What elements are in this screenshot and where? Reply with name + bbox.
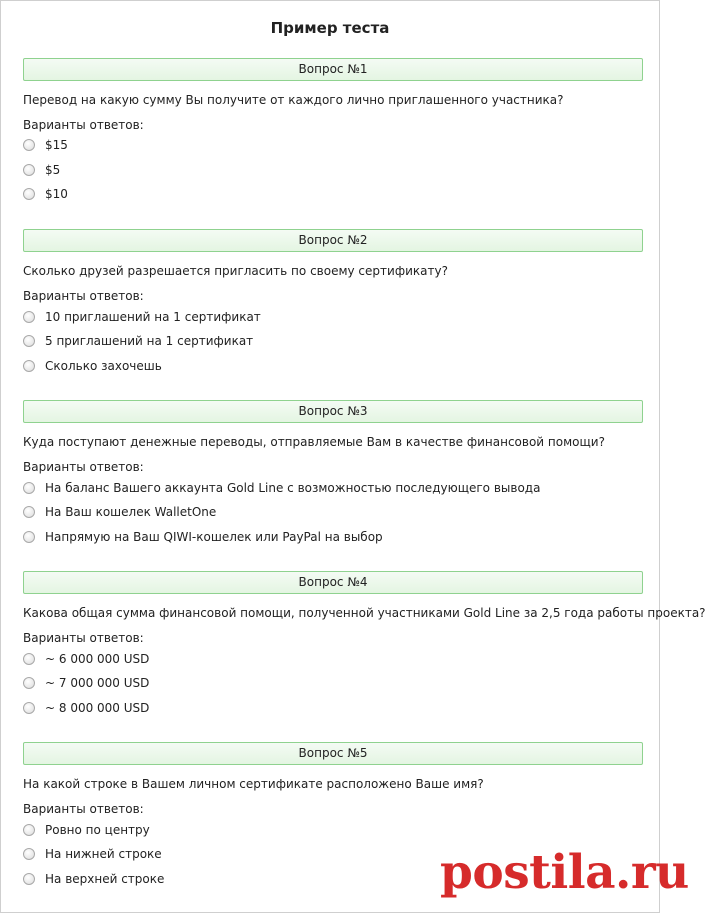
question-4-option-1[interactable]	[23, 651, 149, 667]
radio-button[interactable]	[23, 531, 35, 543]
radio-button[interactable]	[23, 506, 35, 518]
option-label: 5 приглашений на 1 сертификат	[45, 334, 254, 348]
question-1-header: Вопрос №1	[23, 58, 643, 81]
question-2-header: Вопрос №2	[23, 229, 643, 252]
question-4-header: Вопрос №4	[23, 571, 643, 594]
option-label: На верхней строке	[45, 872, 165, 886]
question-2-text: Сколько друзей разрешается пригласить по своему сертификату?	[23, 264, 448, 278]
radio-button[interactable]	[23, 702, 35, 714]
question-2-option-1[interactable]	[23, 309, 261, 325]
option-label: $5	[45, 163, 61, 177]
question-3-option-1[interactable]	[23, 480, 540, 496]
question-2-answers-label: Варианты ответов:	[23, 289, 144, 303]
question-1-answers-label: Варианты ответов:	[23, 118, 144, 132]
question-1-option-3[interactable]	[23, 186, 68, 202]
question-3-answers-label: Варианты ответов:	[23, 460, 144, 474]
radio-button[interactable]	[23, 164, 35, 176]
option-label: На нижней строке	[45, 847, 162, 861]
option-label: Ровно по центру	[45, 823, 150, 837]
radio-button[interactable]	[23, 677, 35, 689]
radio-button[interactable]	[23, 824, 35, 836]
question-5-header: Вопрос №5	[23, 742, 643, 765]
option-label: ~ 8 000 000 USD	[45, 701, 150, 715]
radio-button[interactable]	[23, 311, 35, 323]
option-label: ~ 7 000 000 USD	[45, 676, 150, 690]
question-5-option-3[interactable]	[23, 871, 164, 887]
radio-button[interactable]	[23, 188, 35, 200]
option-label: На баланс Вашего аккаунта Gold Line с возможностью последующего вывода	[45, 481, 541, 495]
question-5-option-2[interactable]	[23, 846, 162, 862]
question-1-option-1[interactable]	[23, 137, 68, 153]
question-3-option-2[interactable]	[23, 504, 216, 520]
postila-watermark: postila.ru	[440, 845, 689, 900]
option-label: $10	[45, 187, 68, 201]
radio-button[interactable]	[23, 335, 35, 347]
radio-button[interactable]	[23, 360, 35, 372]
option-label: ~ 6 000 000 USD	[45, 652, 150, 666]
question-5-text: На какой строке в Вашем личном сертификате расположено Ваше имя?	[23, 777, 484, 791]
question-4-text: Какова общая сумма финансовой помощи, полученной участниками Gold Line за 2,5 года работы проекта?	[23, 606, 706, 620]
radio-button[interactable]	[23, 653, 35, 665]
question-4-option-3[interactable]	[23, 700, 149, 716]
question-3-option-3[interactable]	[23, 529, 383, 545]
option-label: 10 приглашений на 1 сертификат	[45, 310, 261, 324]
question-3-header: Вопрос №3	[23, 400, 643, 423]
question-5-option-1[interactable]	[23, 822, 150, 838]
question-4-answers-label: Варианты ответов:	[23, 631, 144, 645]
question-2-option-3[interactable]	[23, 358, 162, 374]
question-1-option-2[interactable]	[23, 162, 60, 178]
radio-button[interactable]	[23, 873, 35, 885]
option-label: $15	[45, 138, 68, 152]
option-label: Сколько захочешь	[45, 359, 162, 373]
question-1-text: Перевод на какую сумму Вы получите от каждого лично приглашенного участника?	[23, 93, 564, 107]
question-4-option-2[interactable]	[23, 675, 149, 691]
page-title: Пример теста	[270, 19, 390, 37]
question-2-option-2[interactable]	[23, 333, 253, 349]
radio-button[interactable]	[23, 848, 35, 860]
question-3-text: Куда поступают денежные переводы, отправляемые Вам в качестве финансовой помощи?	[23, 435, 605, 449]
option-label: На Ваш кошелек WalletOne	[45, 505, 217, 519]
question-5-answers-label: Варианты ответов:	[23, 802, 144, 816]
radio-button[interactable]	[23, 482, 35, 494]
option-label: Напрямую на Ваш QIWI-кошелек или PayPal на выбор	[45, 530, 383, 544]
radio-button[interactable]	[23, 139, 35, 151]
